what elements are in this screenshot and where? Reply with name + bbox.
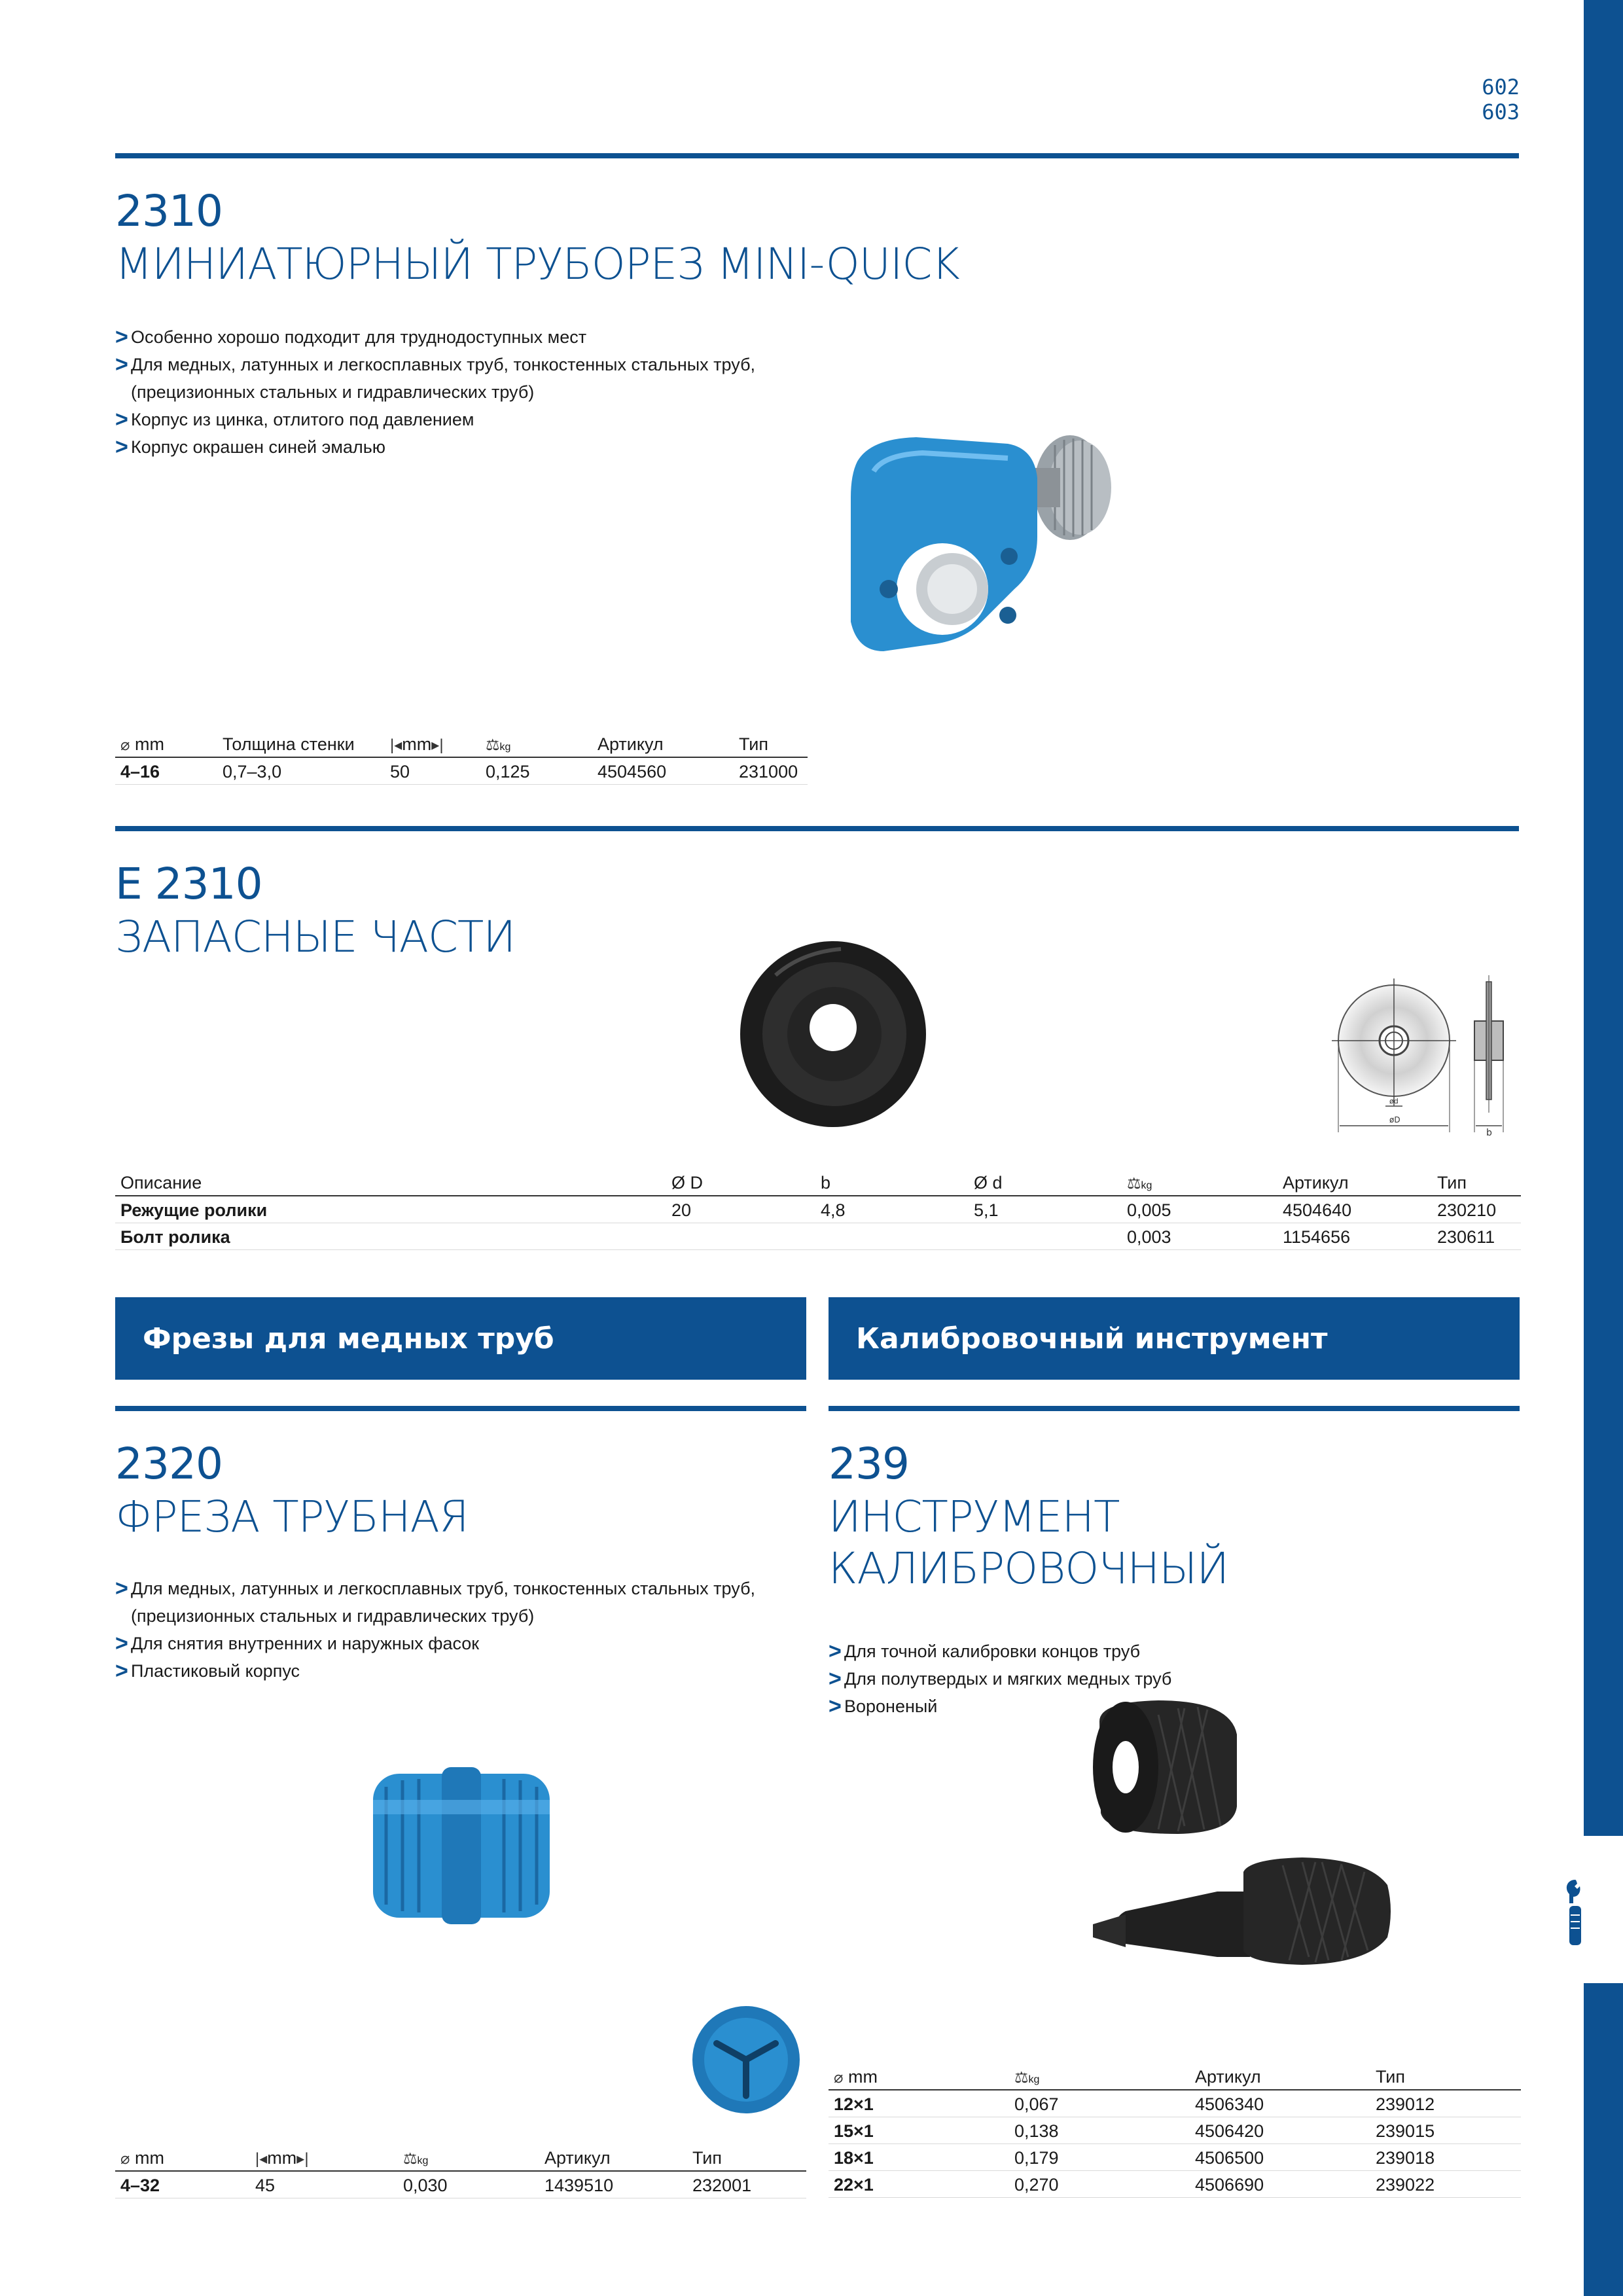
diameter-header: ⌀ mm: [115, 2144, 250, 2171]
table-cell: 0,125: [480, 757, 592, 785]
table-row: [829, 2090, 1521, 2117]
weight-header: ⚖kg: [480, 730, 592, 757]
feature-item: > Для медных, латунных и легкосплавных труб, тонкостенных стальных труб, (прецизионных стальных и гидравлических труб): [115, 1575, 809, 1630]
pipe-deburrer-image: [366, 1761, 556, 1931]
product-title-line: ИНСТРУМЕНТ: [829, 1492, 1120, 1542]
table-row: [115, 1223, 1521, 1250]
table-cell: 239018: [1370, 2144, 1521, 2171]
spec-table-e2310: [115, 1169, 1521, 1250]
feature-item: > Пластиковый корпус: [115, 1657, 809, 1685]
table-cell: 4–16: [115, 757, 217, 785]
section-rule: [115, 1406, 806, 1411]
feature-item: > Для медных, латунных и легкосплавных труб, тонкостенных стальных труб, (прецизионных стальных и гидравлических труб): [115, 351, 809, 406]
tube-cutter-image: [812, 425, 1152, 674]
table-cell: 230210: [1432, 1196, 1521, 1223]
length-header: |◂mm▸|: [385, 730, 480, 757]
sizing-tool-image: [1086, 1695, 1400, 1970]
wall-thickness-header: Толщина стенки: [217, 730, 385, 757]
tool-category-icon: [1559, 1877, 1592, 1949]
table-cell: 4506420: [1190, 2117, 1370, 2144]
diagram-label-b: b: [1486, 1128, 1492, 1138]
product-title: [829, 1491, 1228, 1594]
table-cell: 239015: [1370, 2117, 1521, 2144]
table-cell: 0,270: [1009, 2171, 1190, 2198]
section-rule: [115, 826, 1519, 831]
product-code: 2310: [115, 186, 223, 236]
page-number-left: 602: [1482, 75, 1520, 99]
spec-table-2310: [115, 730, 808, 785]
table-cell: [969, 1223, 1122, 1250]
product-title: ЗАПАСНЫЕ ЧАСТИ: [115, 912, 516, 962]
table-header-row: [829, 2063, 1521, 2090]
diameter-header: ⌀ mm: [115, 730, 217, 757]
table-cell: Болт ролика: [115, 1223, 666, 1250]
weight-header: ⚖kg: [1122, 1169, 1277, 1196]
spec-table-2320: [115, 2144, 806, 2198]
feature-item: > Для полутвердых и мягких медных труб: [829, 1665, 1483, 1693]
table-header-row: [115, 1169, 1521, 1196]
table-header-row: [115, 730, 808, 757]
feature-item: > Особенно хорошо подходит для труднодоступных мест: [115, 323, 809, 351]
table-row: [829, 2117, 1521, 2144]
article-header: Артикул: [1277, 1169, 1432, 1196]
page-number-right: 603: [1482, 99, 1520, 125]
type-header: Тип: [734, 730, 808, 757]
diameter-header: ⌀ mm: [829, 2063, 1009, 2090]
table-cell: 231000: [734, 757, 808, 785]
product-title: МИНИАТЮРНЫЙ ТРУБОРЕЗ MINI-QUICK: [115, 239, 959, 289]
table-cell: 1154656: [1277, 1223, 1432, 1250]
feature-item: > Вороненый: [829, 1693, 1483, 1720]
table-cell: 4–32: [115, 2171, 250, 2198]
category-banner-left: Фрезы для медных труб: [115, 1297, 806, 1380]
table-cell: 230611: [1432, 1223, 1521, 1250]
article-header: Артикул: [539, 2144, 687, 2171]
table-row: [115, 2171, 806, 2198]
feature-item: > Корпус из цинка, отлитого под давлением: [115, 406, 809, 433]
product-code: 239: [829, 1439, 909, 1489]
table-cell: 20: [666, 1196, 815, 1223]
table-cell: 0,005: [1122, 1196, 1277, 1223]
section-rule: [829, 1406, 1520, 1411]
table-cell: 12×1: [829, 2090, 1009, 2117]
weight-header: ⚖kg: [1009, 2063, 1190, 2090]
table-cell: 239012: [1370, 2090, 1521, 2117]
table-cell: 0,179: [1009, 2144, 1190, 2171]
table-row: [115, 1196, 1521, 1223]
table-cell: 5,1: [969, 1196, 1122, 1223]
table-cell: 4,8: [815, 1196, 969, 1223]
diagram-label-D: øD: [1389, 1115, 1400, 1124]
table-cell: 4506500: [1190, 2144, 1370, 2171]
table-cell: 0,003: [1122, 1223, 1277, 1250]
feature-item: > Для снятия внутренних и наружных фасок: [115, 1630, 809, 1657]
spec-table-239: [829, 2063, 1521, 2198]
table-cell: 0,138: [1009, 2117, 1190, 2144]
type-header: Тип: [1370, 2063, 1521, 2090]
description-header: Описание: [115, 1169, 666, 1196]
product-title: ФРЕЗА ТРУБНАЯ: [115, 1492, 469, 1542]
feature-item: > Корпус окрашен синей эмалью: [115, 433, 809, 461]
table-row: [829, 2171, 1521, 2198]
table-cell: 4504640: [1277, 1196, 1432, 1223]
table-cell: 45: [250, 2171, 398, 2198]
table-cell: 0,067: [1009, 2090, 1190, 2117]
table-cell: 232001: [687, 2171, 806, 2198]
table-row: [829, 2144, 1521, 2171]
table-cell: 1439510: [539, 2171, 687, 2198]
table-cell: 15×1: [829, 2117, 1009, 2144]
feature-item: > Для точной калибровки концов труб: [829, 1638, 1483, 1665]
outer-diameter-header: Ø D: [666, 1169, 815, 1196]
product-code: E 2310: [115, 859, 262, 909]
deburrer-end-view-image: [690, 2004, 802, 2115]
product-title-line: КАЛИБРОВОЧНЫЙ: [829, 1543, 1229, 1594]
article-header: Артикул: [1190, 2063, 1370, 2090]
table-row: [115, 757, 808, 785]
table-cell: Режущие ролики: [115, 1196, 666, 1223]
product-code: 2320: [115, 1439, 223, 1489]
feature-list: [115, 1575, 809, 1685]
feature-list: [115, 323, 809, 461]
width-header: b: [815, 1169, 969, 1196]
table-cell: [666, 1223, 815, 1250]
weight-header: ⚖kg: [398, 2144, 539, 2171]
type-header: Тип: [687, 2144, 806, 2171]
diagram-label-d: ød: [1389, 1097, 1399, 1105]
cutting-wheel-image: [736, 936, 933, 1132]
table-cell: 239022: [1370, 2171, 1521, 2198]
type-header: Тип: [1432, 1169, 1521, 1196]
table-cell: [815, 1223, 969, 1250]
length-header: |◂mm▸|: [250, 2144, 398, 2171]
table-cell: 4506690: [1190, 2171, 1370, 2198]
inner-diameter-header: Ø d: [969, 1169, 1122, 1196]
table-header-row: [115, 2144, 806, 2171]
table-cell: 0,7–3,0: [217, 757, 385, 785]
table-cell: 50: [385, 757, 480, 785]
wheel-dimension-drawing: [1332, 975, 1541, 1139]
table-cell: 18×1: [829, 2144, 1009, 2171]
article-header: Артикул: [592, 730, 734, 757]
page-numbers: [1482, 75, 1520, 125]
category-banner-right: Калибровочный инструмент: [829, 1297, 1520, 1380]
table-cell: 0,030: [398, 2171, 539, 2198]
table-cell: 22×1: [829, 2171, 1009, 2198]
table-cell: 4506340: [1190, 2090, 1370, 2117]
table-cell: 4504560: [592, 757, 734, 785]
section-rule: [115, 153, 1519, 158]
